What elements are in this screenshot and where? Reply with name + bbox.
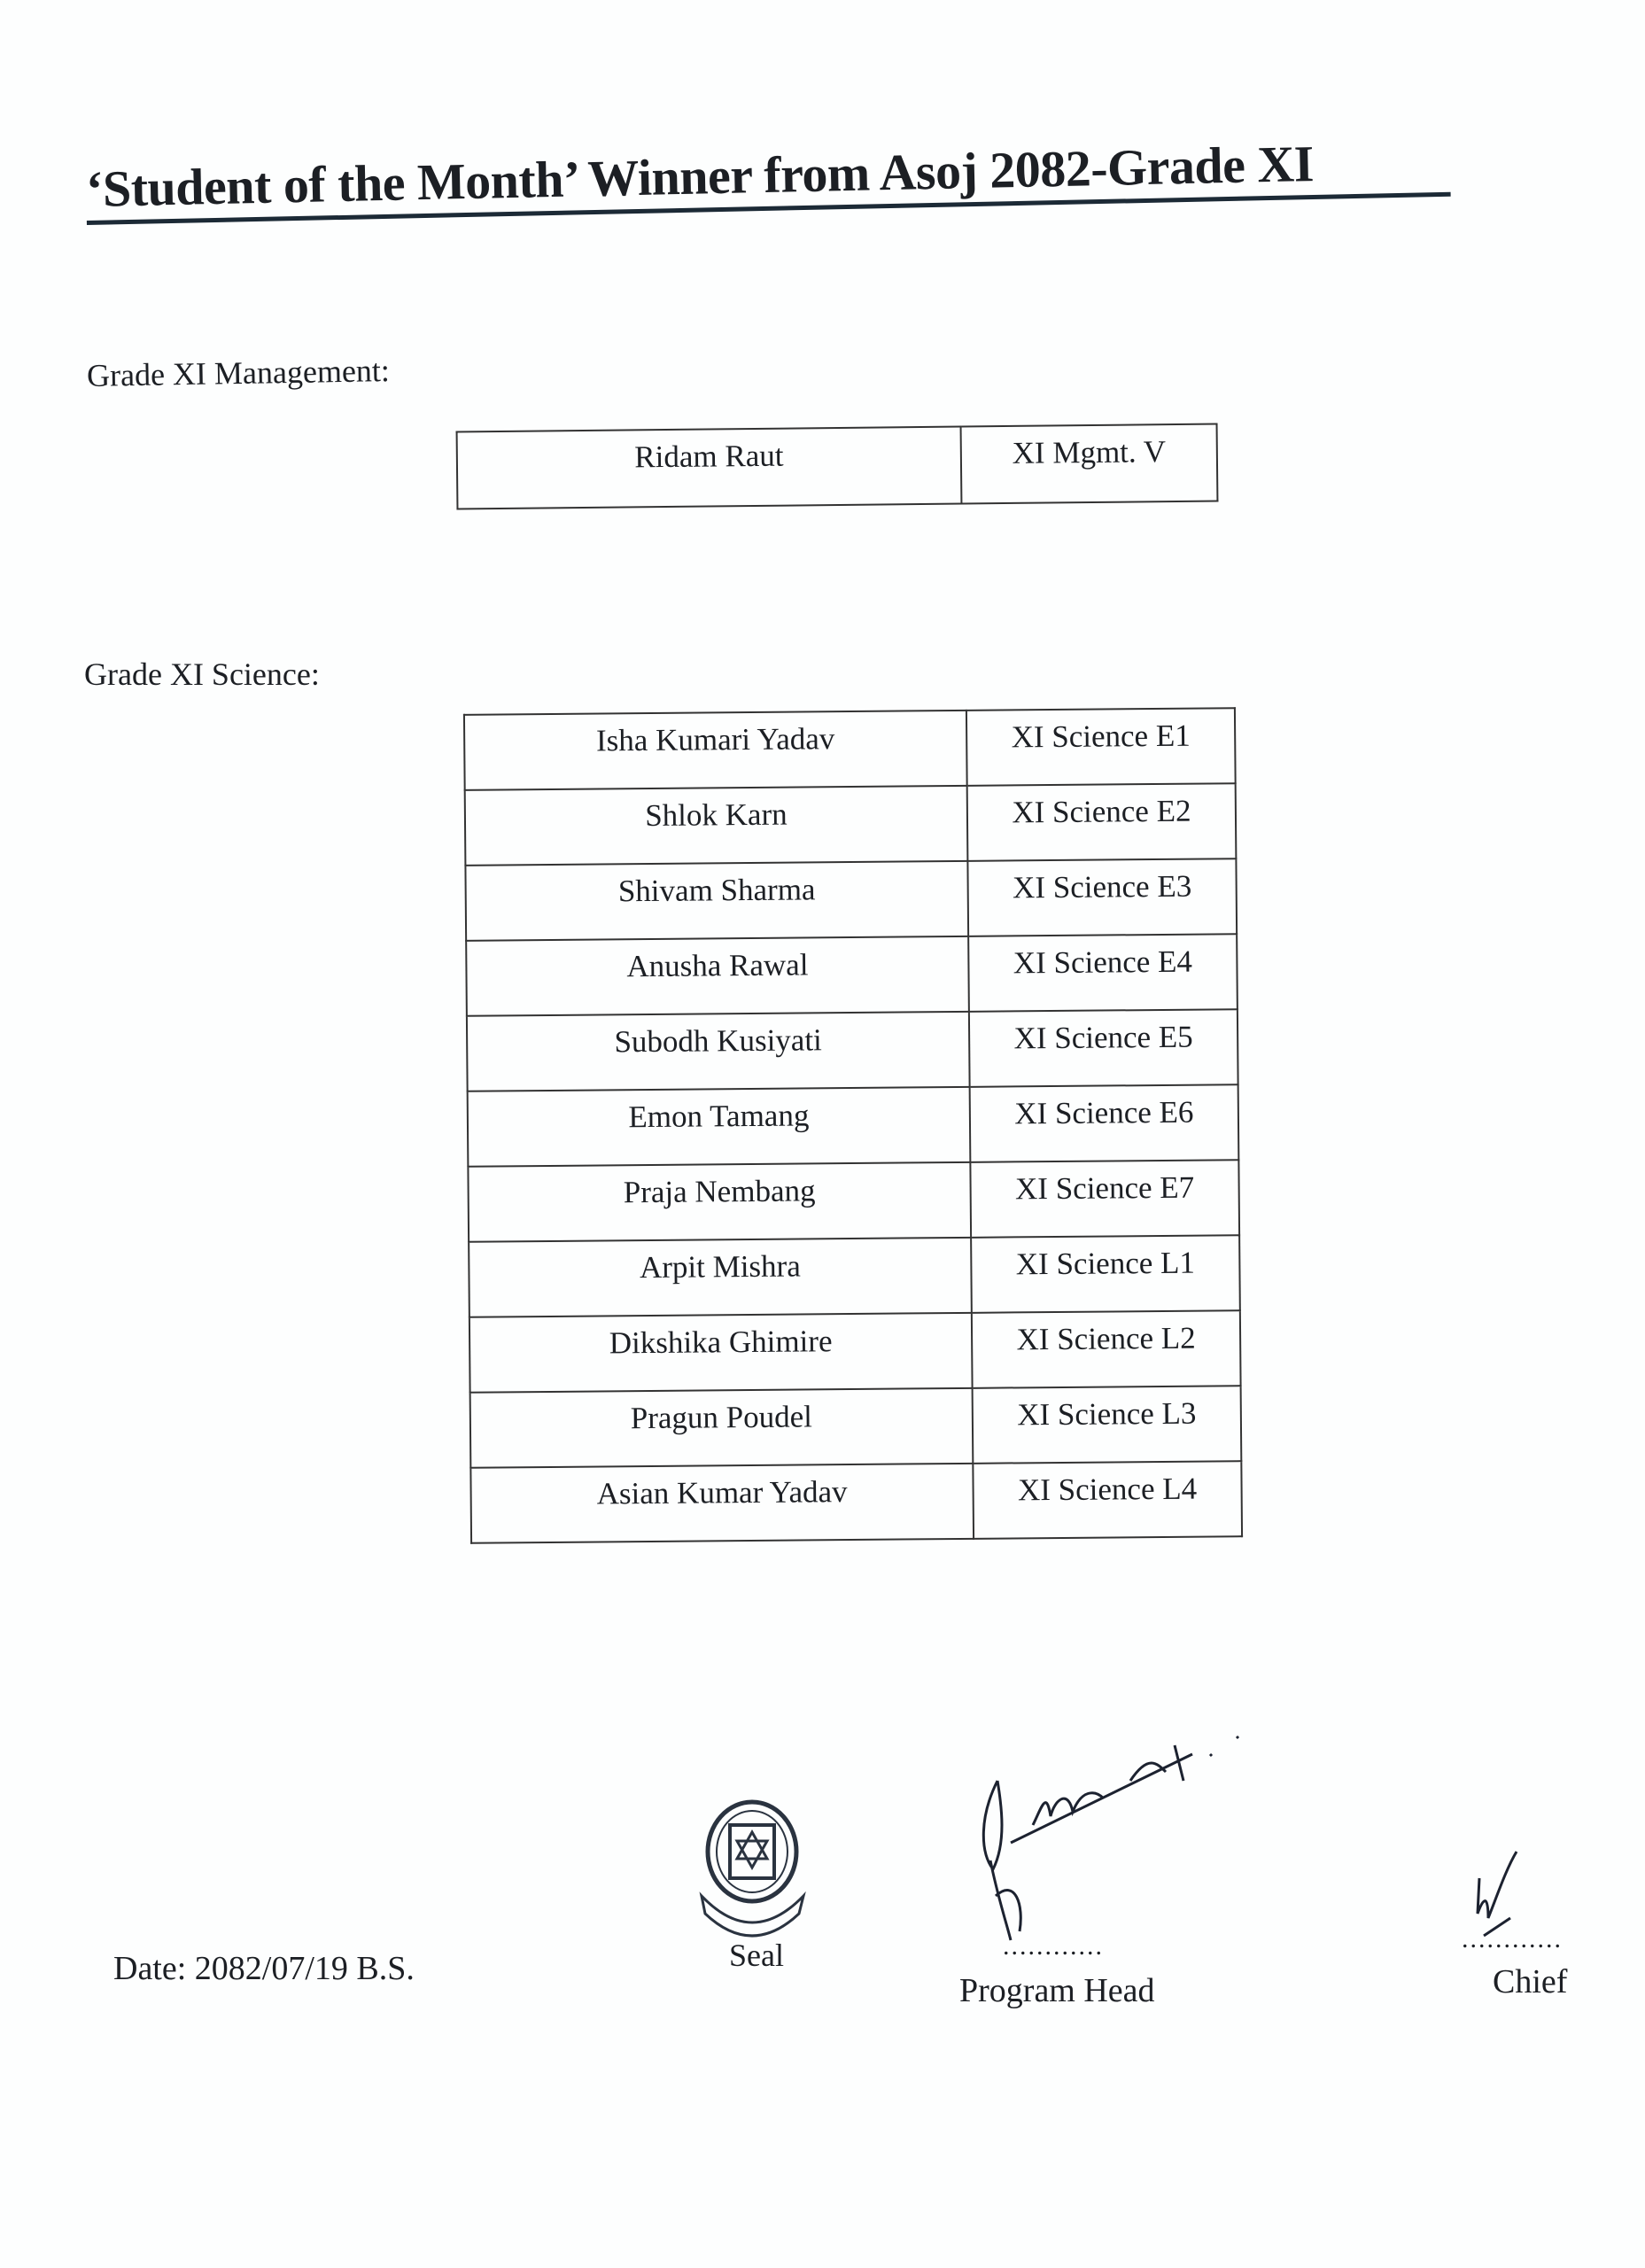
school-seal-icon (693, 1798, 812, 1945)
student-section: XI Science L4 (973, 1461, 1242, 1539)
student-section: XI Science E4 (968, 934, 1238, 1012)
student-section: XI Science E1 (966, 708, 1236, 786)
student-section: XI Science E6 (970, 1084, 1239, 1162)
student-name: Arpit Mishra (469, 1238, 972, 1317)
management-heading: Grade XI Management: (86, 353, 391, 393)
student-name: Isha Kumari Yadav (464, 711, 967, 790)
table-row (465, 858, 1237, 941)
student-section: XI Mgmt. V (961, 424, 1218, 504)
student-name: Dikshika Ghimire (469, 1313, 973, 1393)
student-name: Emon Tamang (468, 1087, 971, 1167)
table-row (466, 934, 1238, 1016)
student-name: Subodh Kusiyati (467, 1012, 970, 1091)
student-name: Asian Kumar Yadav (470, 1464, 974, 1543)
program-head-label: Program Head (959, 1972, 1155, 2009)
table-row (469, 1235, 1240, 1317)
student-name: Praja Nembang (468, 1162, 971, 1242)
student-name: Shivam Sharma (465, 861, 968, 941)
table-row (457, 424, 1218, 509)
table-row (469, 1310, 1241, 1393)
science-table (463, 707, 1243, 1544)
date-text: Date: 2082/07/19 B.S. (113, 1950, 415, 1987)
student-section: XI Science E7 (970, 1160, 1239, 1238)
chief-dots: ............ (1462, 1924, 1563, 1953)
table-row (468, 1084, 1239, 1167)
student-name: Shlok Karn (465, 786, 968, 866)
student-name: Ridam Raut (457, 427, 962, 509)
student-section: XI Science L2 (972, 1310, 1241, 1388)
student-section: XI Science E3 (967, 858, 1237, 936)
program-head-signature-icon (971, 1728, 1290, 1949)
document-title: ‘Student of the Month’ Winner from Asoj 2082-Grade XI (85, 131, 1450, 225)
table-row (464, 708, 1236, 790)
management-table (456, 423, 1219, 509)
student-name: Anusha Rawal (466, 936, 969, 1016)
program-head-dots: ............ (1003, 1931, 1104, 1961)
table-row (470, 1386, 1242, 1468)
table-row (468, 1160, 1239, 1242)
student-section: XI Science L1 (971, 1235, 1240, 1313)
science-heading: Grade XI Science: (84, 656, 320, 692)
table-row (467, 1009, 1238, 1091)
chief-label: Chief (1493, 1963, 1568, 2000)
student-section: XI Science L3 (973, 1386, 1242, 1464)
seal-label: Seal (729, 1938, 784, 1973)
table-row (470, 1461, 1242, 1543)
student-name: Pragun Poudel (470, 1388, 974, 1468)
student-section: XI Science E2 (967, 783, 1237, 861)
student-section: XI Science E5 (969, 1009, 1238, 1087)
table-row (465, 783, 1237, 866)
